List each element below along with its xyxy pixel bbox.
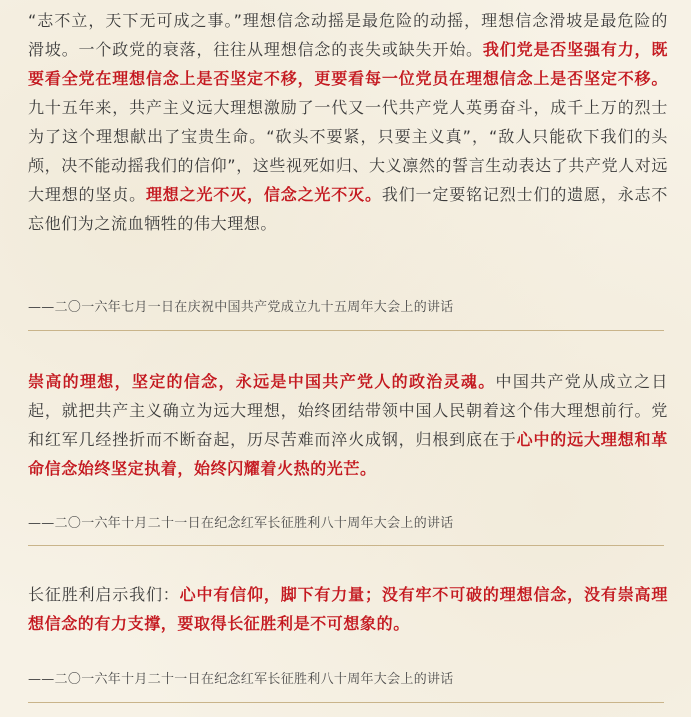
section-divider-2 — [28, 545, 664, 546]
speech-source-1: ——二〇一六年七月一日在庆祝中国共产党成立九十五周年大会上的讲话 — [28, 300, 454, 315]
speech-source-3: ——二〇一六年十月二十一日在纪念红军长征胜利八十周年大会上的讲话 — [28, 672, 454, 687]
quote-1-highlight-1: 我们党是否坚强有力，既要看全党在理想信念上是否坚定不移，更要看每一位党员在理想信念上是否坚定不移。 — [28, 40, 668, 88]
quote-2-highlight-1: 崇高的理想，坚定的信念，永远是中国共产党人的政治灵魂。 — [28, 372, 496, 391]
quote-paragraph-1 — [28, 6, 668, 238]
quote-1-text-3: 我们一定要铭记烈士们的遗愿，永志不忘他们为之流血牺牲的伟大理想。 — [28, 185, 669, 233]
quote-paragraph-2 — [28, 367, 668, 483]
quote-1-text-2: 九十五年来，共产主义远大理想激励了一代又一代共产党人英勇奋斗，成千上万的烈士为了这个理想献出了宝贵生命。“砍头不要紧，只要主义真”，“敌人只能砍下我们的头颅，决不能动摇我们的信仰”，这些视死如归、大义凛然的誓言生动表达了共产党人对远大理想的坚贞。 — [28, 98, 668, 204]
quote-paragraph-3 — [28, 580, 668, 638]
quote-3-text-1: 长征胜利启示我们： — [28, 585, 180, 604]
quote-1-text-1: “志不立，天下无可成之事。”理想信念动摇是最危险的动摇，理想信念滑坡是最危险的滑坡。一个政党的衰落，往往从理想信念的丧失或缺失开始。 — [28, 11, 668, 59]
section-divider-1 — [28, 330, 664, 331]
quote-2-text-1: 中国共产党从成立之日起，就把共产主义确立为远大理想，始终团结带领中国人民朝着这个伟大理想前行。党和红军几经挫折而不断奋起，历尽苦难而淬火成钢，归根到底在于 — [28, 372, 668, 449]
section-divider-3 — [28, 702, 664, 703]
speech-source-2: ——二〇一六年十月二十一日在纪念红军长征胜利八十周年大会上的讲话 — [28, 516, 454, 531]
quote-2-highlight-2: 心中的远大理想和革命信念始终坚定执着，始终闪耀着火热的光芒。 — [28, 430, 668, 478]
quote-3-highlight-1: 心中有信仰，脚下有力量；没有牢不可破的理想信念，没有崇高理想信念的有力支撑，要取得长征胜利是不可想象的。 — [28, 585, 668, 633]
quote-1-highlight-2: 理想之光不灭，信念之光不灭。 — [145, 185, 382, 204]
